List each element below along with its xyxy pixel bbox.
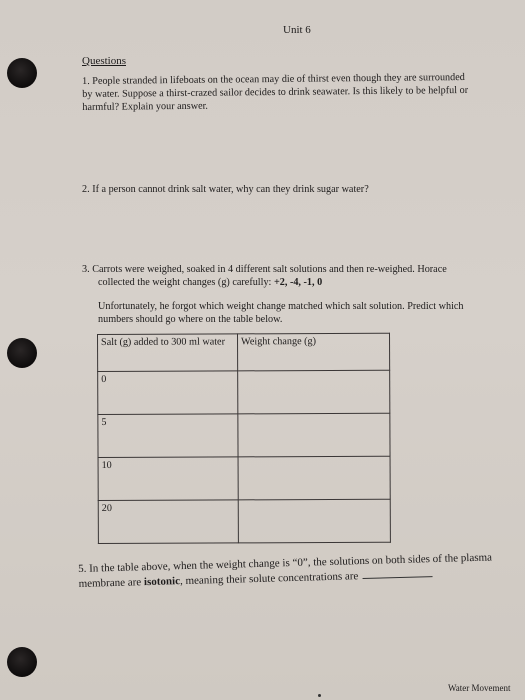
page-dot-mark (318, 694, 321, 697)
question-5 (78, 550, 519, 592)
table-row (98, 413, 390, 457)
binder-hole (7, 338, 37, 368)
question-1 (82, 71, 492, 114)
question-3-line-2 (82, 276, 502, 289)
weight-change-values: +2, -4, -1, 0 (273, 277, 323, 288)
table-row (98, 499, 390, 543)
binder-hole (7, 58, 37, 88)
unit-header: Unit 6 (283, 24, 311, 36)
binder-hole (7, 647, 37, 677)
table-row (98, 456, 390, 500)
salt-amount-cell: 10 (98, 457, 238, 501)
salt-amount-cell: 5 (98, 414, 238, 458)
question-3 (82, 263, 502, 289)
salt-column-header: Salt (g) added to 300 ml water (98, 334, 238, 372)
weight-change-cell[interactable] (238, 413, 390, 457)
question-3-line-3: Unfortunately, he forgot which weight change matched which salt solution. Predict which (98, 301, 464, 312)
question-5-line-2-suffix: , meaning their solute concentrations are (179, 570, 359, 588)
question-1-line-2: by water. Suppose a thirst-crazed sailor decides to drink seawater. Is this likely to be helpful or (82, 84, 469, 100)
weight-change-cell[interactable] (238, 370, 390, 414)
table-row (98, 370, 390, 414)
salt-weight-table (97, 333, 391, 544)
question-3-line-4: numbers should go where on the table below. (98, 314, 283, 325)
salt-amount-cell: 0 (98, 371, 238, 415)
question-3-continued (82, 300, 502, 326)
weight-change-cell[interactable] (238, 456, 390, 500)
question-5-line-2-prefix: membrane are (78, 576, 145, 590)
questions-heading: Questions (82, 55, 126, 67)
question-3-line-2-prefix: collected the weight changes (g) carefully: (98, 277, 274, 288)
question-2: 2. If a person cannot drink salt water, why can they drink sugar water? (82, 184, 369, 195)
salt-amount-cell: 20 (98, 500, 238, 544)
question-1-line-3: harmful? Explain your answer. (82, 100, 209, 113)
question-5-line-1: 5. In the table above, when the weight change is “0”, the solutions on both sides of the plasma (78, 551, 493, 575)
weight-change-cell[interactable] (238, 499, 390, 543)
table-header-row (98, 333, 390, 371)
footer-title: Water Movement (448, 683, 511, 693)
question-3-line-1: 3. Carrots were weighed, soaked in 4 different salt solutions and then re-weighed. Horace (82, 264, 447, 275)
question-1-line-1: 1. People stranded in lifeboats on the ocean may die of thirst even though they are surrounded (82, 71, 465, 87)
weight-column-header: Weight change (g) (238, 333, 390, 371)
answer-blank[interactable] (362, 567, 432, 579)
isotonic-term: isotonic (143, 575, 181, 589)
